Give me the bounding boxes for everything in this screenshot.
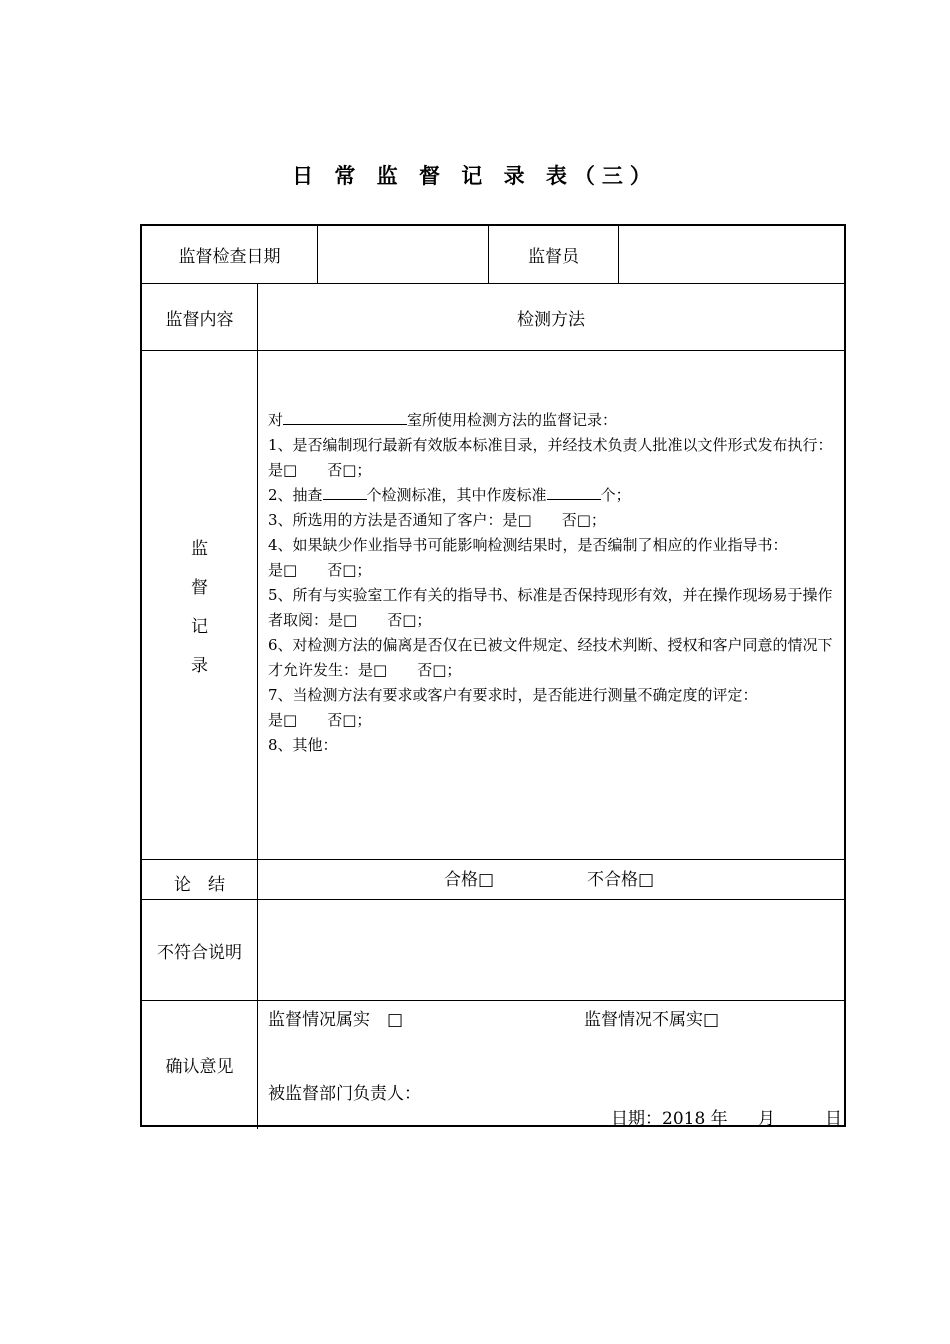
question-1: 1、是否编制现行最新有效版本标准目录，并经技术负责人批准以文件形式发布执行： xyxy=(268,436,833,454)
supervisor-label: 监督员 xyxy=(528,247,579,267)
content-value: 检测方法 xyxy=(517,309,585,330)
no-checkbox[interactable]: 否□； xyxy=(327,711,372,729)
record-label-char: 督 xyxy=(191,578,208,598)
question-6-text: 6、对检测方法的偏离是否仅在已被文件规定、经技术判断、授权和客户同意的情况下才允许发生：是□ xyxy=(268,636,833,679)
date-month: 月 xyxy=(758,1109,775,1129)
answer-4 xyxy=(268,558,840,583)
inspection-date-field[interactable] xyxy=(318,226,488,283)
answer-7 xyxy=(268,708,840,733)
date-prefix: 日期：2018 年 xyxy=(611,1109,728,1129)
record-label-char: 记 xyxy=(191,617,208,637)
question-8: 8、其他： xyxy=(268,736,338,754)
no-checkbox[interactable]: 否□； xyxy=(327,461,372,479)
question-3 xyxy=(268,508,840,533)
question-2-prefix: 2、抽查 xyxy=(268,486,323,504)
record-label-char: 监 xyxy=(191,539,208,559)
record-content xyxy=(268,408,840,758)
lab-name-blank[interactable] xyxy=(283,409,407,425)
record-label-char: 录 xyxy=(191,656,208,676)
record-label xyxy=(142,351,257,859)
fail-checkbox[interactable]: 不合格□ xyxy=(587,870,655,890)
question-2-suffix: 个； xyxy=(600,486,631,504)
supervision-form xyxy=(140,224,846,1127)
record-intro-prefix: 对 xyxy=(268,411,284,429)
divider xyxy=(257,283,258,1129)
no-checkbox[interactable]: 否□； xyxy=(561,511,606,529)
confirmation-label: 确认意见 xyxy=(165,1056,234,1077)
supervisor-field[interactable] xyxy=(619,226,844,283)
inspection-date-label: 监督检查日期 xyxy=(178,247,281,267)
question-4: 4、如果缺少作业指导书可能影响检测结果时，是否编制了相应的作业指导书： xyxy=(268,536,788,554)
yes-checkbox[interactable]: 是□ xyxy=(268,461,298,479)
nonconformity-field[interactable] xyxy=(258,900,844,1000)
question-2 xyxy=(268,483,840,508)
content-label: 监督内容 xyxy=(165,309,234,330)
obsolete-count-blank[interactable] xyxy=(547,484,601,500)
responsible-person-label: 被监督部门负责人： xyxy=(268,1084,421,1104)
no-checkbox[interactable]: 否□； xyxy=(417,661,462,679)
yes-checkbox[interactable]: 是□ xyxy=(268,711,298,729)
no-checkbox[interactable]: 否□； xyxy=(327,561,372,579)
nonconformity-label: 不符合说明 xyxy=(157,942,242,963)
yes-checkbox[interactable]: 是□ xyxy=(268,561,298,579)
question-5 xyxy=(268,583,840,633)
pass-checkbox[interactable]: 合格□ xyxy=(444,870,495,890)
record-intro xyxy=(268,408,840,433)
question-2-mid: 个检测标准，其中作废标准 xyxy=(366,486,547,504)
form-title: 日 常 监 督 记 录 表（三） xyxy=(292,163,658,188)
confirm-false-checkbox[interactable]: 监督情况不属实□ xyxy=(584,1010,720,1030)
record-intro-suffix: 室所使用检测方法的监督记录： xyxy=(407,411,618,429)
date-day: 日 xyxy=(825,1109,842,1129)
question-3-text: 3、所选用的方法是否通知了客户：是□ xyxy=(268,511,532,529)
confirm-true-checkbox[interactable]: 监督情况属实 □ xyxy=(268,1010,404,1030)
question-6 xyxy=(268,633,840,683)
no-checkbox[interactable]: 否□； xyxy=(387,611,432,629)
question-5-text: 5、所有与实验室工作有关的指导书、标准是否保持现形有效，并在操作现场易于操作者取阅：是□ xyxy=(268,586,833,629)
answer-1 xyxy=(268,458,840,483)
question-7: 7、当检测方法有要求或客户有要求时，是否能进行测量不确定度的评定： xyxy=(268,686,758,704)
conclusion-label: 论 结 xyxy=(174,875,225,895)
standard-count-blank[interactable] xyxy=(323,484,367,500)
